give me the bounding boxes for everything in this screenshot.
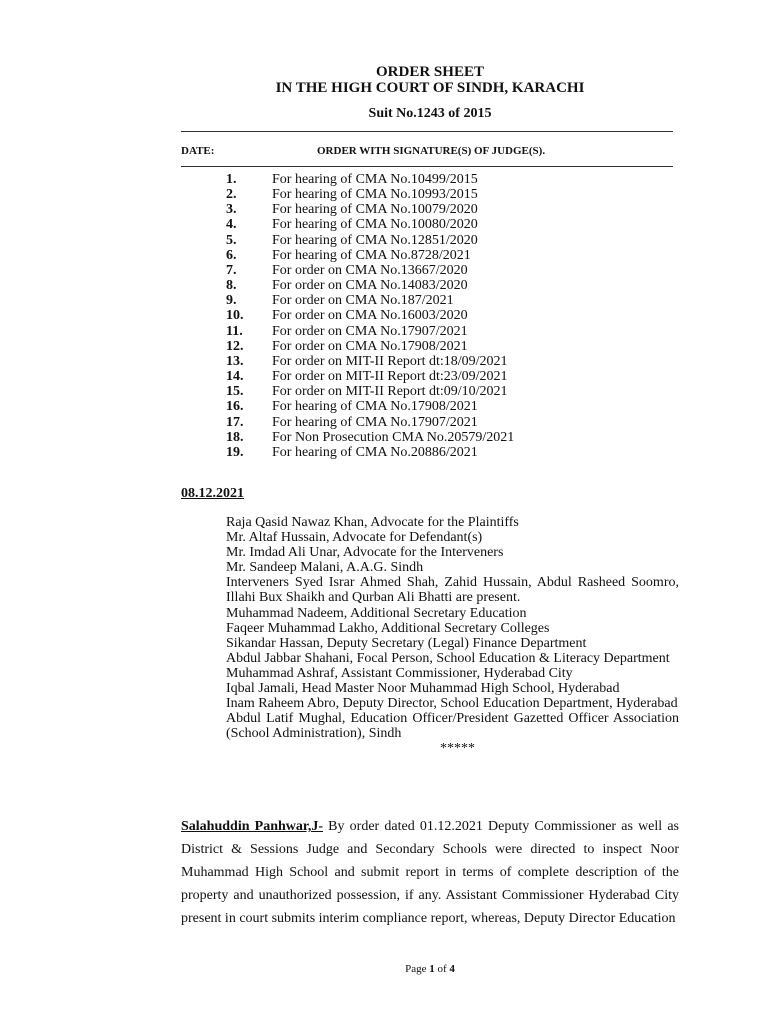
attendance-entry: Iqbal Jamali, Head Master Noor Muhammad High School, Hyderabad — [226, 681, 620, 697]
list-item — [226, 187, 514, 202]
list-item — [226, 430, 514, 445]
item-number: 5. — [226, 232, 237, 248]
list-item — [226, 202, 514, 217]
list-item — [226, 415, 514, 430]
item-text: For hearing of CMA No.17907/2021 — [272, 414, 478, 430]
item-text: For order on CMA No.13667/2020 — [272, 262, 468, 278]
item-text: For hearing of CMA No.10993/2015 — [272, 187, 478, 203]
item-number: 2. — [226, 187, 237, 203]
attendance-entry: Inam Raheem Abro, Deputy Director, School Education Department, Hyderabad — [226, 696, 678, 712]
item-number: 7. — [226, 262, 237, 278]
attendance-entry: Interveners Syed Israr Ahmed Shah, Zahid Hussain, Abdul Rasheed Soomro, Illahi Bux Shaikh and Qurban Ali Bhatti are present. — [226, 575, 679, 606]
header-divider-bottom — [181, 166, 673, 167]
item-number: 3. — [226, 202, 237, 218]
item-number: 19. — [226, 444, 244, 460]
page-prefix: Page — [405, 963, 430, 975]
item-text: For order on CMA No.17907/2021 — [272, 323, 468, 339]
suit-number: Suit No.1243 of 2015 — [368, 106, 492, 121]
attendance-entry: Mr. Imdad Ali Unar, Advocate for the Interveners — [226, 545, 504, 561]
item-text: For order on MIT-II Report dt:23/09/2021 — [272, 369, 508, 385]
item-number: 13. — [226, 353, 244, 369]
item-number: 18. — [226, 429, 244, 445]
attendance-entry: Abdul Latif Mughal, Education Officer/President Gazetted Officer Association (School Administration), Sindh — [226, 711, 679, 742]
page-footer — [0, 963, 770, 975]
order-text: By order dated 01.12.2021 Deputy Commissioner as well as District & Sessions Judge and Secondary Schools were directed to inspect Noor Muhammad High School and submit report in terms of complete description of the property and unauthorized possession, if any. Assistant Commissioner Hyderabad City present in court submits interim compliance report, whereas, Deputy Director Education — [181, 819, 679, 926]
item-number: 10. — [226, 308, 244, 324]
item-number: 8. — [226, 278, 237, 294]
item-text: For hearing of CMA No.20886/2021 — [272, 444, 478, 460]
item-text: For order on MIT-II Report dt:18/09/2021 — [272, 353, 508, 369]
page-of: of — [434, 963, 450, 975]
document-title: ORDER SHEET — [376, 64, 484, 80]
court-name: IN THE HIGH COURT OF SINDH, KARACHI — [275, 80, 585, 96]
list-item — [226, 172, 514, 187]
date-column-label: DATE: — [181, 145, 215, 157]
item-text: For order on CMA No.14083/2020 — [272, 278, 468, 294]
list-item — [226, 308, 514, 323]
list-item — [226, 293, 514, 308]
attendance-entry: Sikandar Hassan, Deputy Secretary (Legal) Finance Department — [226, 635, 587, 651]
item-text: For hearing of CMA No.10080/2020 — [272, 217, 478, 233]
item-text: For hearing of CMA No.17908/2021 — [272, 399, 478, 415]
list-item — [226, 324, 514, 339]
item-text: For hearing of CMA No.10499/2015 — [272, 172, 478, 187]
list-item — [226, 339, 514, 354]
header-divider-top — [181, 131, 673, 132]
item-number: 12. — [226, 338, 244, 354]
item-number: 1. — [226, 172, 237, 187]
item-text: For hearing of CMA No.10079/2020 — [272, 202, 478, 218]
judge-name: Salahuddin Panhwar,J- — [181, 819, 323, 834]
item-text: For hearing of CMA No.8728/2021 — [272, 247, 471, 263]
list-item — [226, 278, 514, 293]
item-number: 11. — [226, 323, 243, 339]
attendance-entry: Mr. Altaf Hussain, Advocate for Defendant(s) — [226, 530, 483, 546]
section-separator: ***** — [440, 741, 475, 757]
attendance-entry: Muhammad Nadeem, Additional Secretary Education — [226, 605, 527, 621]
list-item — [226, 263, 514, 278]
list-item — [226, 369, 514, 384]
attendance-entry: Raja Qasid Nawaz Khan, Advocate for the Plaintiffs — [226, 515, 519, 530]
item-text: For order on CMA No.187/2021 — [272, 293, 454, 309]
item-number: 17. — [226, 414, 244, 430]
item-text: For order on CMA No.17908/2021 — [272, 338, 468, 354]
hearing-date: 08.12.2021 — [181, 486, 244, 501]
attendance-list — [226, 515, 679, 757]
cause-list — [226, 172, 514, 460]
attendance-entry: Mr. Sandeep Malani, A.A.G. Sindh — [226, 560, 424, 576]
item-number: 6. — [226, 247, 237, 263]
list-item — [226, 248, 514, 263]
item-number: 16. — [226, 399, 244, 415]
item-number: 4. — [226, 217, 237, 233]
list-item — [226, 445, 514, 460]
item-text: For hearing of CMA No.12851/2020 — [272, 232, 478, 248]
list-item — [226, 399, 514, 414]
item-text: For order on CMA No.16003/2020 — [272, 308, 468, 324]
list-item — [226, 233, 514, 248]
attendance-entry: Faqeer Muhammad Lakho, Additional Secretary Colleges — [226, 620, 550, 636]
attendance-entry: Muhammad Ashraf, Assistant Commissioner, Hyderabad City — [226, 665, 573, 681]
current-page-number: 1 — [429, 963, 435, 975]
order-column-label: ORDER WITH SIGNATURE(S) OF JUDGE(S). — [317, 145, 546, 157]
list-item — [226, 217, 514, 232]
attendance-entry: Abdul Jabbar Shahani, Focal Person, School Education & Literacy Department — [226, 650, 670, 666]
order-body — [181, 816, 679, 931]
item-text: For Non Prosecution CMA No.20579/2021 — [272, 429, 515, 445]
list-item — [226, 384, 514, 399]
total-page-count: 4 — [449, 963, 455, 975]
item-text: For order on MIT-II Report dt:09/10/2021 — [272, 384, 508, 400]
list-item — [226, 354, 514, 369]
item-number: 15. — [226, 384, 244, 400]
item-number: 9. — [226, 293, 237, 309]
item-number: 14. — [226, 369, 244, 385]
